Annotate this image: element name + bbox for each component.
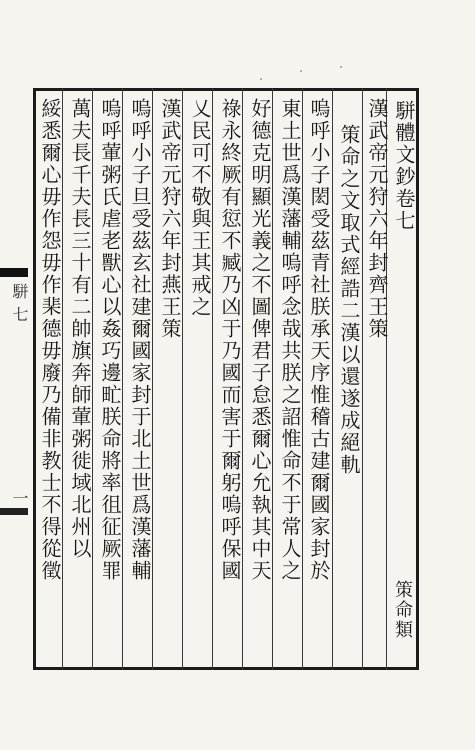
margin-mark: 一	[10, 490, 29, 506]
fore-edge-margin	[0, 88, 30, 670]
text-column-6: 祿永終厥有愆不臧乃凶于乃國而害于爾躬嗚呼保國	[218, 98, 242, 582]
scan-speck	[260, 78, 262, 80]
margin-mark: 駢	[10, 283, 29, 299]
text-column-1: 漢武帝元狩六年封齊王策	[365, 98, 389, 340]
column-rule	[332, 88, 333, 670]
column-rule	[362, 88, 363, 670]
text-column-7: 乂民可不敬與王其戒之	[188, 98, 212, 318]
text-column-11: 萬夫長千夫長三十有二帥旗奔師葷粥徙域北州以	[68, 98, 92, 560]
text-column-2: 策命之文取式經誥二漢以還遂成絕軌	[337, 124, 361, 476]
margin-mark: 七	[10, 306, 29, 322]
text-column-3: 嗚呼小子閎受茲青社朕承天序惟稽古建爾國家封於	[307, 98, 331, 582]
book-title: 駢體文鈔卷七	[392, 100, 416, 232]
text-column-8: 漢武帝元狩六年封燕王策	[158, 98, 182, 340]
fishtail-mark	[0, 268, 28, 277]
text-column-4: 東土世爲漢藩輔嗚呼念哉共朕之詔惟命不于常人之	[278, 98, 302, 582]
text-column-10: 嗚呼葷粥氏虐老獸心以姦巧邊甿朕命將率徂征厥罪	[98, 98, 122, 582]
category-label: 策命類	[392, 580, 413, 640]
text-column-5: 好德克明顯光義之不圖俾君子怠悉爾心允執其中天	[248, 98, 272, 582]
scan-speck	[340, 66, 342, 68]
fishtail-mark	[0, 508, 28, 515]
scan-speck	[300, 70, 302, 72]
text-column-12: 綏悉爾心毋作怨毋作棐德毋廢乃備非教士不得從徵	[38, 98, 62, 582]
text-column-9: 嗚呼小子旦受茲玄社建爾國家封于北土世爲漢藩輔	[128, 98, 152, 582]
